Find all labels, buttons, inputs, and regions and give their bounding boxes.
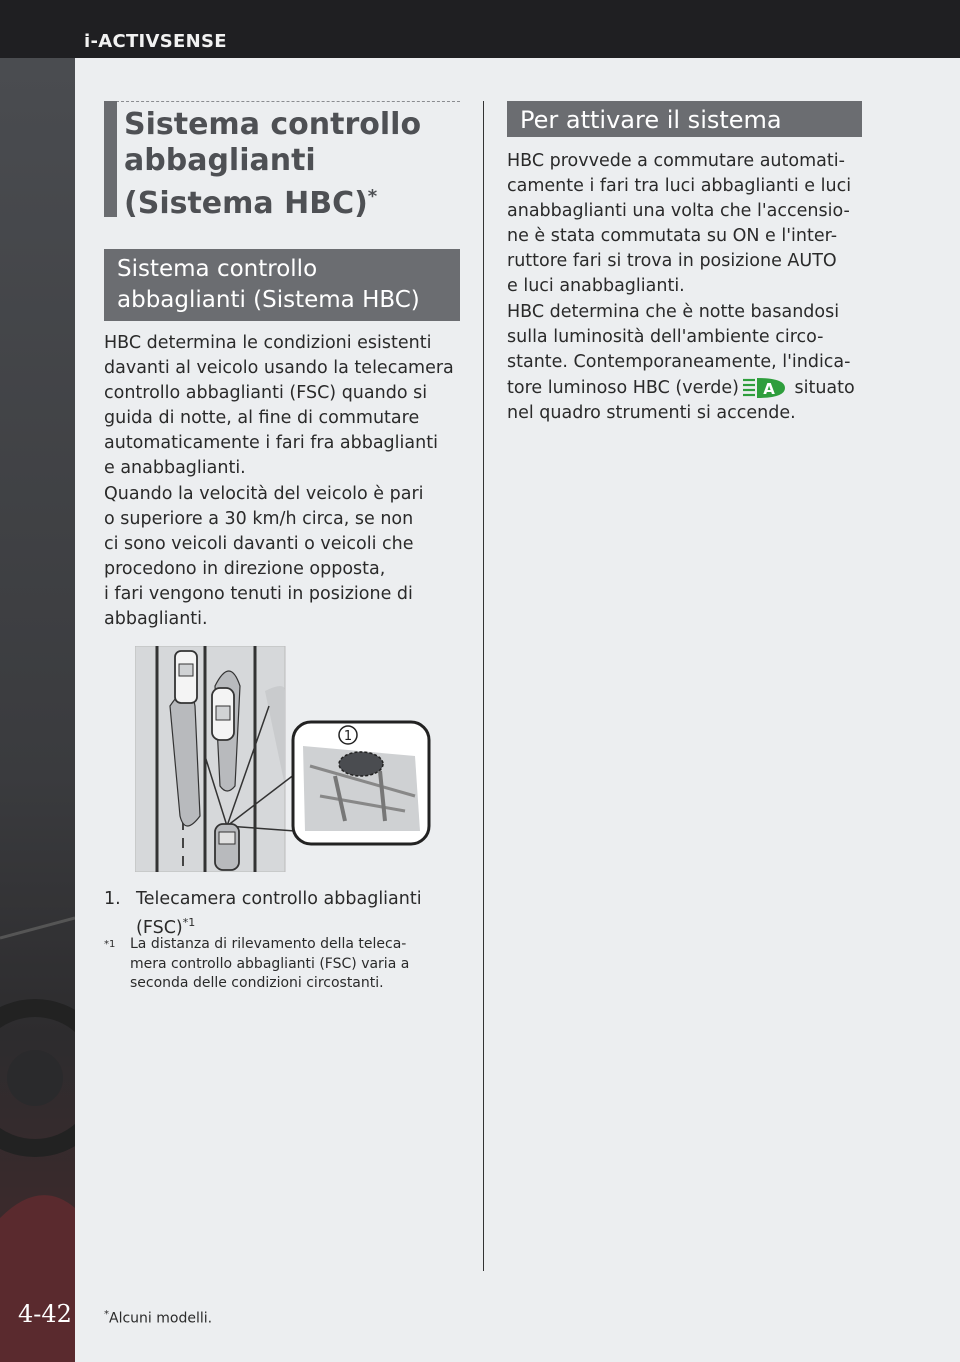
main-title-line3: (Sistema HBC)* — [124, 186, 378, 221]
footnote-text: Alcuni modelli. — [109, 1310, 213, 1327]
column-divider — [483, 101, 484, 1271]
sidebar-photo-strip — [0, 58, 75, 1362]
right-paragraph-part-a: HBC provvede a commutare automati- camente i fari tra luci abbaglianti e luci anabbaglianti una volta che l'accensio- ne è stata commutata su ON e l'inter- ruttore fari si trova in posizione AUTO e luci anabbaglianti. HBC determina che è notte basandosi sulla luminosità dell'ambiente circo- stante. Contemporaneamente, l'indica- tore luminoso HBC (verde) — [507, 151, 852, 398]
main-title — [124, 107, 421, 222]
right-paragraph — [507, 149, 872, 426]
main-title-line1: Sistema controllo — [124, 107, 422, 142]
top-bar — [0, 0, 960, 58]
left-heading-line2: abbaglianti (Sistema HBC) — [117, 287, 420, 313]
caption-text — [136, 887, 456, 940]
road-camera-diagram — [135, 646, 431, 872]
section-title: i-ACTIVSENSE — [84, 31, 227, 52]
right-paragraph-part-b: situato nel quadro strumenti si accende. — [507, 377, 855, 423]
title-footnote-mark: * — [367, 186, 378, 207]
note-mark: *1 — [104, 939, 116, 950]
note-text: La distanza di rilevamento della teleca- mera controllo abbaglianti (FSC) varia a seconda delle condizioni circostanti. — [130, 936, 410, 991]
left-paragraph — [104, 331, 464, 632]
hbc-indicator-icon — [741, 375, 787, 401]
car-interior-photo — [0, 58, 75, 1362]
footnote-mark: * — [104, 1309, 109, 1320]
left-section-heading — [104, 249, 460, 321]
title-accent-bar — [104, 101, 117, 217]
left-heading-line1: Sistema controllo — [117, 256, 318, 282]
right-paragraph-text — [507, 149, 872, 426]
left-paragraph-text: HBC determina le condizioni esistenti davanti al veicolo usando la telecamera controllo abbaglianti (FSC) quando si guida di notte, al fine di commutare automaticamente i fari fra abbaglianti e anabbaglianti. Quando la velocità del veicolo è pari o superiore a 30 km/h circa, se non ci sono veicoli davanti o veicoli che procedono in direzione opposta, i fari vengono tenuti in posizione di abbaglianti. — [104, 333, 454, 630]
indicator-letter: A — [763, 379, 775, 398]
page-footnote — [104, 1309, 212, 1327]
page-number: 4-42 — [18, 1300, 72, 1328]
hbc-illustration — [135, 646, 431, 872]
figure-callout-1: 1 — [343, 729, 353, 744]
caption-line2: (FSC)$^{*1}$ — [136, 916, 196, 938]
caption-line1: Telecamera controllo abbaglianti — [136, 889, 422, 909]
caption-footnote-mark: *1 — [182, 916, 196, 929]
caption-number: 1. — [104, 889, 121, 909]
main-title-block — [104, 101, 460, 221]
main-title-line2: abbaglianti — [124, 143, 316, 178]
right-section-heading: Per attivare il sistema — [507, 101, 862, 137]
